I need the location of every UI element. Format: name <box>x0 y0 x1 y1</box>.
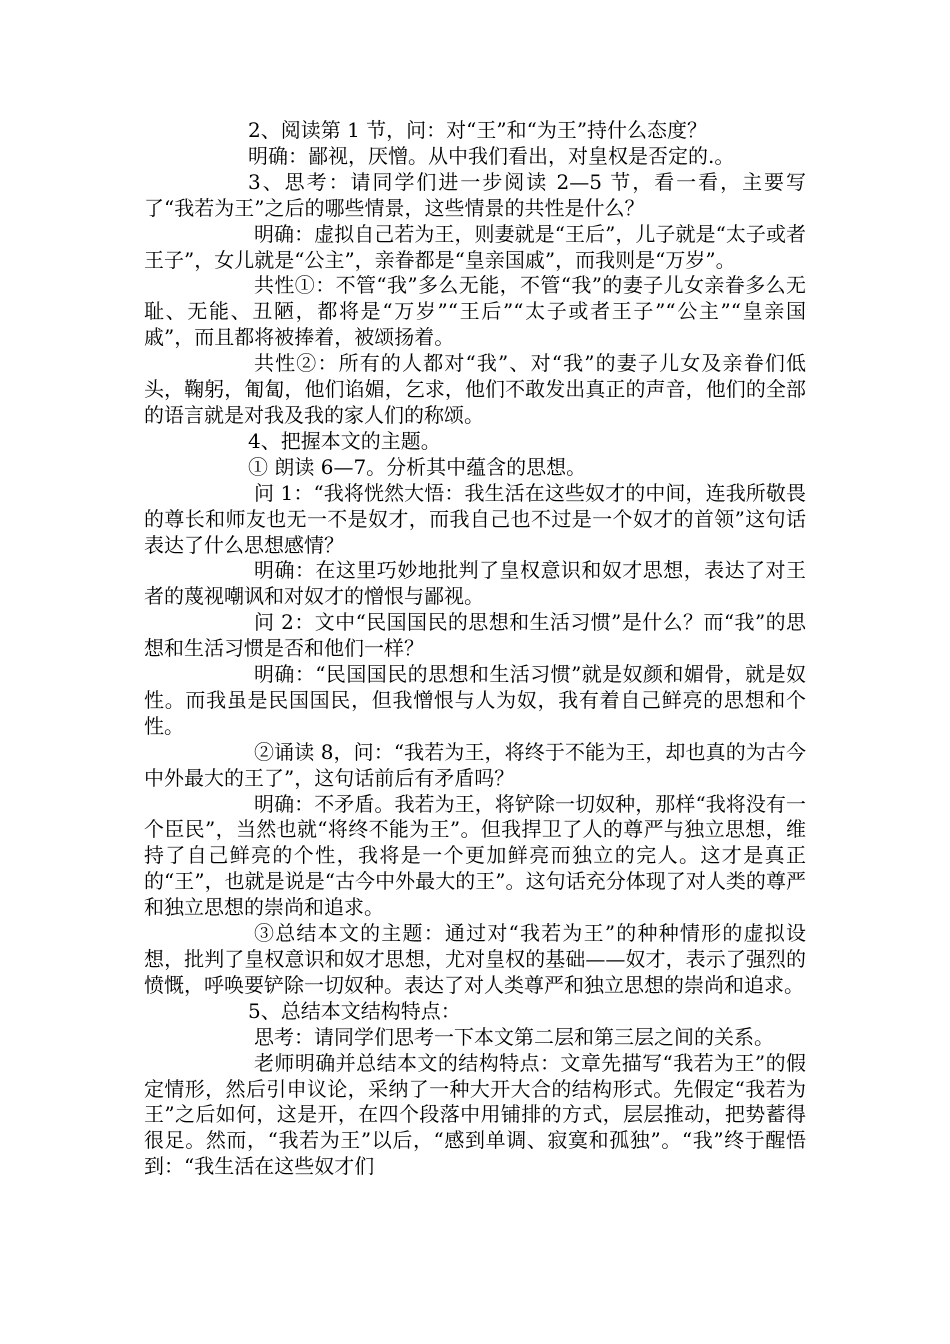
paragraph: 明确：鄙视，厌憎。从中我们看出，对皇权是否定的.。 <box>248 143 735 168</box>
paragraph: 5、总结本文结构特点： <box>248 998 461 1023</box>
paragraph: ③总结本文的主题：通过对“我若为王”的种种情形的虚拟设想，批判了皇权意识和奴才思想，尤对皇权的基础——奴才，表示了强烈的愤慨，呼唤要铲除一切奴种。表达了对人类尊严和独立思想的崇尚和追求。 <box>144 921 806 997</box>
paragraph: ① 朗读 6—7。分析其中蕴含的思想。 <box>248 454 587 479</box>
paragraph: 明确：在这里巧妙地批判了皇权意识和奴才思想，表达了对王者的蔑视嘲讽和对奴才的憎恨与鄙视。 <box>144 558 806 609</box>
paragraph: 问 1：“我将恍然大悟：我生活在这些奴才的中间，连我所敬畏的尊长和师友也无一不是奴才，而我自己也不过是一个奴才的首领”这句话表达了什么思想感情？ <box>144 480 806 557</box>
paragraph: 4、把握本文的主题。 <box>248 428 441 453</box>
paragraph: 老师明确并总结本文的结构特点：文章先描写“我若为王”的假定情形，然后引申议论，采纳了一种大开大合的结构形式。先假定“我若为王”之后如何，这是开，在四个段落中用铺排的方式，层层推动，把势蓄得很足。然而，“我若为王”以后，“感到单调、寂寞和孤独”。“我”终于醒悟到：“我生活在这些奴才们 <box>144 1050 806 1179</box>
paragraph: 思考：请同学们思考一下本文第二层和第三层之间的关系。 <box>254 1024 774 1049</box>
paragraph: 明确：虚拟自己若为王，则妻就是“王后”，儿子就是“太子或者王子”，女儿就是“公主”，亲眷都是“皇亲国戚”，而我则是“万岁”。 <box>144 221 806 272</box>
paragraph: 3、思考：请同学们进一步阅读 2—5 节，看一看，主要写了“我若为王”之后的哪些情景，这些情景的共性是什么？ <box>144 169 806 220</box>
paragraph: 明确：不矛盾。我若为王，将铲除一切奴种，那样“我将没有一个臣民”，当然也就“将终不能为王”。但我捍卫了人的尊严与独立思想，维持了自己鲜亮的个性，我将是一个更加鲜亮而独立的完人。这才是真正的“王”，也就是说是“古今中外最大的王”。这句话充分体现了对人类的尊严和独立思想的崇尚和追求。 <box>144 791 806 920</box>
paragraph: 共性①：不管“我”多么无能，不管“我”的妻子儿女亲眷多么无耻、无能、丑陋，都将是“万岁”“王后”“太子或者王子”“公主”“皇亲国戚”，而且都将被捧着，被颂扬着。 <box>144 273 806 350</box>
paragraph: ②诵读 8，问：“我若为王，将终于不能为王，却也真的为古今中外最大的王了”，这句话前后有矛盾吗？ <box>144 739 806 790</box>
paragraph: 问 2：文中“民国国民的思想和生活习惯”是什么？而“我”的思想和生活习惯是否和他们一样？ <box>144 610 806 661</box>
paragraph: 明确：“民国国民的思想和生活习惯”就是奴颜和媚骨，就是奴性。而我虽是民国国民，但我憎恨与人为奴，我有着自己鲜亮的思想和个性。 <box>144 662 806 738</box>
paragraph: 2、阅读第 1 节，问：对“王”和“为王”持什么态度？ <box>248 118 708 142</box>
document-body <box>144 118 806 1180</box>
paragraph: 共性②：所有的人都对“我”、对“我”的妻子儿女及亲眷们低头，鞠躬，匍匐，他们谄媚，乞求，他们不敢发出真正的声音，他们的全部的语言就是对我及我的家人们的称颂。 <box>144 351 806 427</box>
